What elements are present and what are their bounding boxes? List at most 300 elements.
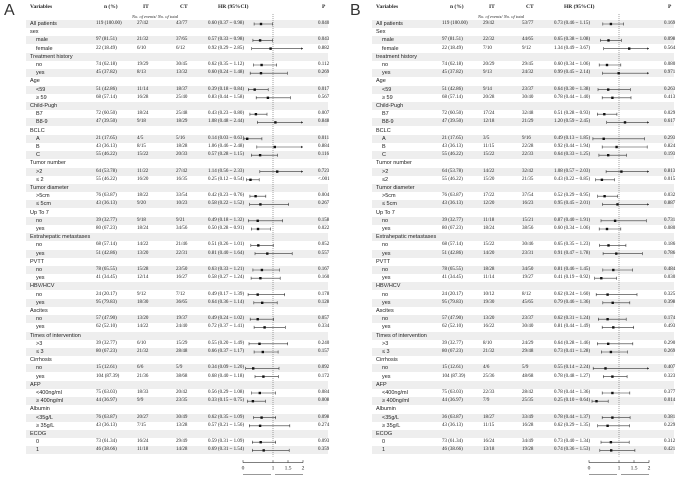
hr-ci: 0.69 (0.31 ~ 1.54) [208,447,245,453]
header-ct: CT [526,4,534,10]
hr-ci: 0.43 (0.23 ~ 0.80) [208,111,245,117]
n-percent: 51 (42.86) [442,86,463,92]
it-events: 13/18 [483,447,495,453]
p-value: 0.293 [664,135,676,141]
hr-ci: 0.60 (0.37 ~ 0.98) [208,21,245,26]
row-label: B8-9 [36,119,48,126]
ct-events: 22/31 [176,250,188,256]
p-value: 0.884 [318,144,330,149]
row-label: no [36,291,43,298]
ct-events: 18/37 [176,86,188,92]
n-percent: 76 (63.87) [96,414,117,420]
it-events: 11/15 [483,422,495,428]
hr-ci: 0.95 (0.45 ~ 2.01) [554,201,591,207]
row-label: Up To 7 [376,209,395,216]
row-label: Child-Pugh [30,103,58,109]
x-tick-label: 2 [647,465,651,472]
hr-ci: 0.49 (0.18 ~ 1.32) [208,217,245,223]
ct-events: 25/40 [176,94,188,100]
it-events: 6/10 [137,45,146,51]
header-hr: HR (95%CI) [218,4,249,10]
row-label: yes [36,324,45,331]
it-events: 14/22 [483,168,495,174]
p-value: 0.274 [318,422,330,428]
it-events: 21/36 [137,373,149,379]
row-label: A [36,135,40,142]
header-variables: Variables [376,4,399,10]
n-percent: 97 (81.51) [442,37,463,43]
hr-ci: 0.63 (0.33 ~ 1.21) [208,267,245,272]
it-events: 20/28 [483,94,495,100]
row-label: PVTT [376,258,391,265]
hr-ci: 0.49 (0.17 ~ 1.39) [208,291,245,297]
row-label: ≥ 400ng/ml [36,398,64,405]
p-value: 0.413 [664,94,676,100]
row-label: female [382,45,399,52]
row-label: C [36,152,40,159]
row-label: ≥ 35g/L [382,422,401,429]
p-value: 0.484 [664,267,676,272]
ct-events: 22/28 [522,144,534,149]
row-label: no [36,267,43,273]
row-label: ≤ 3 [36,349,44,355]
row-label: Extrahepatic metastases [30,234,91,241]
it-events: 7/15 [137,422,146,428]
ct-events: 30/40 [522,94,534,100]
it-events: 18/24 [137,111,149,117]
n-percent: 43 (36.13) [442,144,463,149]
n-percent: 43 (36.13) [96,201,117,207]
row-label: no [36,242,43,249]
hr-ci: 0.79 (0.46 ~ 1.36) [554,299,591,305]
it-events: 18/30 [137,299,149,305]
n-percent: 51 (42.86) [442,250,463,256]
n-percent: 64 (53.78) [442,168,463,174]
row-label: 0 [382,439,386,446]
p-value: 0.098 [318,414,330,420]
hr-ci: 0.34 (0.09 ~ 1.20) [208,365,245,371]
row-label: BCLC [376,127,391,134]
it-events: 11/14 [483,275,495,281]
p-value: 0.030 [664,275,676,281]
p-value: 0.172 [318,373,330,379]
hr-ci: 0.25 (0.12 ~ 0.54) [208,176,245,182]
it-events: 9/18 [137,119,146,125]
header-n: n (%) [104,4,118,10]
x-tick-label: 0 [587,465,591,472]
p-value: 0.723 [318,168,330,174]
row-label: yes [36,250,45,257]
it-events: 13/20 [137,316,149,322]
it-events: 12/20 [483,201,495,207]
header-p: P [668,4,672,10]
it-events: 9/12 [137,291,146,297]
it-events: 17/22 [483,193,495,199]
p-value: 0.421 [664,447,676,453]
p-value: 0.290 [664,340,676,346]
it-events: 21/32 [137,37,149,43]
it-events: 13/20 [483,316,495,322]
ct-events: 16/35 [176,176,188,182]
row-label: Tumor number [30,160,66,167]
p-value: 0.093 [318,439,330,445]
p-value: 0.617 [664,119,676,125]
n-percent: 41 (34.45) [442,275,463,281]
hr-ci: 0.58 (0.22 ~ 1.52) [208,201,245,207]
p-value: 0.323 [664,373,676,379]
ct-events: 48/68 [522,373,534,379]
row-label: HBV/HCV [30,283,55,290]
row-label: HBV/HCV [376,283,401,290]
x-tick-label: 1.5 [284,465,292,472]
n-percent: 95 (79.83) [442,299,463,305]
n-percent: 55 (46.22) [442,152,463,158]
hr-ci: 0.64 (0.28 ~ 1.46) [554,340,591,346]
forest-plot-graphic [346,0,692,477]
row-label: yes [36,299,45,306]
hr-ci: 0.81 (0.40 ~ 1.64) [208,250,245,256]
row-label: Times of intervention [376,332,427,339]
hr-ci: 0.81 (0.46 ~ 1.45) [554,267,591,272]
hr-ci: 0.25 (0.10 ~ 0.64) [554,398,591,404]
ct-events: 25/35 [522,398,534,404]
it-events: 9/14 [483,86,492,92]
it-events: 15/22 [483,242,495,248]
ct-events: 19/27 [522,275,534,281]
row-label: ≥ 59 [36,94,47,101]
hr-ci: 0.83 (0.44 ~ 1.58) [208,94,245,100]
hr-ci: 0.87 (0.40 ~ 1.91) [554,217,591,223]
header-subtitle: No. of events/ No. of total [132,14,179,19]
row-label: <400ng/ml [36,390,62,396]
row-label: sex [30,29,39,36]
header-it: IT [143,4,149,10]
p-value: 0.008 [318,398,330,404]
row-label: Cirrhosis [30,357,52,364]
ct-events: 36/65 [176,299,188,305]
ct-events: 34/50 [522,267,534,272]
row-label: 1 [382,447,386,454]
ct-events: 16/28 [522,422,534,428]
row-label: ECOG [30,431,47,437]
n-percent: 21 (17.65) [96,135,117,141]
row-label: Ascites [376,308,394,314]
n-percent: 68 (57.14) [96,242,117,248]
ct-events: 16/27 [176,275,188,281]
p-value: 0.092 [318,365,330,371]
p-value: 0.098 [664,37,676,43]
it-events: 11/18 [483,217,495,223]
hr-ci: 1.08 (0.48 ~ 2.44) [208,119,245,125]
ct-events: 32/42 [522,168,534,174]
p-value: 0.116 [318,152,330,158]
hr-ci: 0.52 (0.29 ~ 0.95) [554,193,591,199]
row-label: no [382,316,389,323]
p-value: 0.040 [318,21,330,26]
hr-ci: 0.72 (0.37 ~ 1.41) [208,324,245,330]
row-label: no [382,291,389,298]
p-value: <.001 [318,176,330,182]
ct-events: 32/48 [522,111,534,117]
it-events: 4/5 [137,135,144,141]
p-value: 0.011 [318,135,330,141]
hr-ci: 0.51 (0.28 ~ 0.93) [554,111,591,117]
n-percent: 39 (32.77) [96,217,117,223]
row-label: >2 [382,168,389,175]
ct-events: 15/21 [522,217,534,223]
p-value: 0.312 [664,439,676,445]
row-label: ≤2 [382,176,389,183]
it-events: 22/32 [483,37,495,43]
p-value: 0.267 [318,201,330,207]
x-tick-label: 1 [271,465,275,472]
n-percent: 43 (36.13) [442,422,463,428]
row-label: B [36,144,40,150]
ct-events: 34/56 [176,226,188,231]
p-value: 0.057 [318,316,330,322]
it-events: 15/22 [483,152,495,158]
x-tick-label: 1 [617,465,621,472]
p-value: 0.229 [664,422,676,428]
ct-events: 23/31 [522,250,534,256]
forest-plot-panel-b [346,0,692,477]
ct-events: 53/77 [522,21,534,26]
it-events: 12/14 [137,275,149,281]
p-value: 0.032 [664,193,676,199]
ct-events: 9/12 [522,45,531,51]
panel-label: A [4,2,15,19]
n-percent: 73 (61.34) [442,439,463,445]
row-label: Treatment history [30,53,73,60]
it-events: 27/42 [137,21,149,26]
n-percent: 44 (36.97) [442,398,463,404]
header-subtitle: No. of events/ No. of total [478,14,525,19]
ct-events: 24/29 [522,340,534,346]
ct-events: 18/28 [176,144,188,149]
hr-ci: 1.20 (0.59 ~ 2.45) [554,119,591,125]
hr-ci: 0.55 (0.14 ~ 2.24) [554,365,591,371]
header-ct: CT [180,4,188,10]
hr-ci: 0.68 (0.40 ~ 1.18) [208,373,245,379]
it-events: 25/36 [483,373,495,379]
ct-events: 16/23 [522,201,534,207]
it-events: 19/29 [137,62,149,67]
ct-events: 23/50 [176,267,188,272]
n-percent: 80 (67.23) [442,349,463,354]
p-value: 0.971 [664,70,676,76]
n-percent: 119 (100.00) [442,21,468,26]
ct-events: 13/32 [176,70,188,76]
n-percent: 45 (37.82) [442,70,463,76]
row-label: ≤ 2 [36,176,44,183]
it-events: 15/22 [137,152,149,158]
n-percent: 24 (20.17) [96,291,117,297]
hr-ci: 0.73 (0.40 ~ 1.34) [554,439,591,445]
row-label: Up To 7 [30,209,49,216]
ct-events: 20/33 [176,152,188,158]
p-value: 0.240 [318,340,330,346]
row-label: >3 [382,340,389,347]
header-it: IT [489,4,495,10]
it-events: 9/20 [137,201,146,207]
row-label: yes [382,324,391,331]
ct-events: 33/49 [522,414,534,420]
it-events: 15/20 [483,176,495,182]
hr-ci: 0.64 (0.30 ~ 1.38) [554,86,591,92]
hr-ci: 0.59 (0.31 ~ 1.09) [208,439,245,445]
x-tick-label: 0 [241,465,245,472]
hr-ci: 0.78 (0.48 ~ 1.27) [554,373,591,379]
n-percent: 22 (18.49) [442,45,463,51]
n-percent: 55 (46.22) [96,176,117,182]
n-percent: 74 (62.18) [442,62,463,67]
it-events: 8/13 [137,70,146,76]
row-label: yes [382,70,391,77]
n-percent: 57 (47.90) [96,316,117,322]
hr-ci: 0.51 (0.26 ~ 1.01) [208,242,245,248]
hr-ci: 0.50 (0.28 ~ 0.91) [208,226,245,231]
n-percent: 73 (61.34) [96,439,117,445]
hr-ci: 0.65 (0.35 ~ 1.23) [554,242,591,248]
x-tick-label: 1.5 [630,465,638,472]
p-value: 0.882 [318,45,330,51]
row-label: no [382,365,389,372]
it-events: 11/22 [137,168,149,174]
ct-events: 8/12 [522,291,531,297]
p-value: 0.269 [318,70,330,76]
n-percent: 43 (36.13) [96,422,117,428]
hr-ci: 0.73 (0.41 ~ 1.28) [554,349,591,354]
p-value: 0.017 [318,86,330,92]
hr-ci: 0.56 (0.29 ~ 1.08) [208,390,245,395]
n-percent: 75 (63.03) [96,390,117,395]
ct-events: 38/56 [522,226,534,231]
hr-ci: 0.49 (0.13 ~ 1.85) [554,135,591,141]
hr-ci: 0.49 (0.24 ~ 1.02) [208,316,245,322]
hr-ci: 0.65 (0.38 ~ 1.08) [554,37,591,43]
ct-events: 30/49 [176,414,188,420]
ct-events: 43/77 [176,21,188,26]
p-value: 0.564 [664,45,676,51]
header-hr: HR (95%CI) [564,4,595,10]
it-events: 6/10 [137,340,146,346]
n-percent: 36 (63.87) [442,414,463,420]
ct-events: 19/37 [176,316,188,322]
ct-events: 10/23 [176,201,188,207]
ct-events: 5/16 [176,135,185,141]
n-percent: 21 (17.65) [442,135,463,141]
p-value: 0.052 [318,242,330,248]
ct-events: 21/29 [522,119,534,125]
ct-events: 21/35 [522,176,534,182]
p-value: 0.567 [318,94,330,100]
n-percent: 68 (57.14) [442,242,463,248]
p-value: 0.813 [664,168,676,174]
n-percent: 43 (36.13) [442,201,463,207]
n-percent: 24 (20.17) [442,291,463,297]
row-label: 1 [36,447,40,454]
ct-events: 30/40 [522,324,534,330]
row-label: yes [382,275,391,282]
hr-ci: 0.60 (0.24 ~ 1.48) [208,70,245,76]
p-value: 0.193 [664,152,676,158]
ct-events: 37/54 [522,193,534,199]
row-label: Extrahepatic metastases [376,234,437,241]
ct-events: 22/33 [522,152,534,158]
ct-events: 23/37 [522,316,534,322]
row-label: yes [36,373,45,380]
p-value: 0.174 [664,316,676,322]
row-label: ≤ 3 [382,349,390,355]
header-n: n (%) [450,4,464,10]
p-value: 0.824 [664,144,676,149]
row-label: <400ng/ml [382,390,408,396]
n-percent: 78 (65.55) [96,267,117,272]
n-percent: 95 (79.83) [96,299,117,305]
ct-events: 5/9 [176,365,183,371]
ct-events: 6/12 [176,45,185,51]
ct-events: 30/46 [522,242,534,248]
row-label: A [382,135,386,142]
p-value: 0.269 [664,349,676,354]
p-value: 0.169 [664,21,676,26]
p-value: 0.381 [664,414,676,420]
it-events: 21/32 [137,349,149,354]
ct-events: 38/68 [176,373,188,379]
row-label: female [36,45,53,52]
n-percent: 75 (63.03) [442,390,463,395]
n-percent: 74 (62.18) [96,62,117,67]
it-events: 4/6 [483,365,490,371]
it-events: 17/24 [483,111,495,117]
n-percent: 51 (42.86) [96,86,117,92]
panel-label: B [350,2,361,19]
it-events: 12/18 [483,119,495,125]
p-value: 0.080 [664,226,676,231]
p-value: 0.334 [318,324,330,330]
it-events: 18/22 [137,193,149,199]
hr-ci: 0.92 (0.44 ~ 1.94) [554,144,591,149]
n-percent: 72 (60.50) [442,111,463,117]
header-variables: Variables [30,4,53,10]
n-percent: 45 (37.82) [96,70,117,76]
ct-events: 23/35 [176,398,188,404]
n-percent: 39 (32.77) [96,340,117,346]
ct-events: 9/21 [176,217,185,223]
it-events: 20/29 [483,62,495,67]
hr-ci: 0.99 (0.45 ~ 2.14) [554,70,591,76]
p-value: 0.007 [318,111,330,117]
hr-ci: 1.14 (0.56 ~ 2.33) [208,168,245,174]
p-value: 0.043 [318,37,330,43]
n-percent: 62 (52.10) [442,324,463,330]
row-label: yes [382,373,391,380]
hr-ci: 0.92 (0.29 ~ 2.85) [208,45,245,51]
p-value: 0.786 [664,250,676,256]
row-label: >3 [36,340,43,347]
hr-ci: 0.60 (0.34 ~ 1.06) [554,226,591,231]
hr-ci: 0.62 (0.29 ~ 1.35) [554,422,591,428]
hr-ci: 0.42 (0.23 ~ 0.76) [208,193,245,199]
n-percent: 80 (67.23) [442,226,463,231]
hr-ci: 0.78 (0.44 ~ 1.36) [554,390,591,395]
hr-ci: 0.58 (0.27 ~ 1.24) [208,275,245,281]
n-percent: 80 (67.23) [96,349,117,354]
it-events: 7/9 [483,398,490,404]
p-value: 0.112 [318,62,330,67]
row-label: Cirrhosis [376,357,398,364]
n-percent: 78 (65.55) [442,267,463,272]
